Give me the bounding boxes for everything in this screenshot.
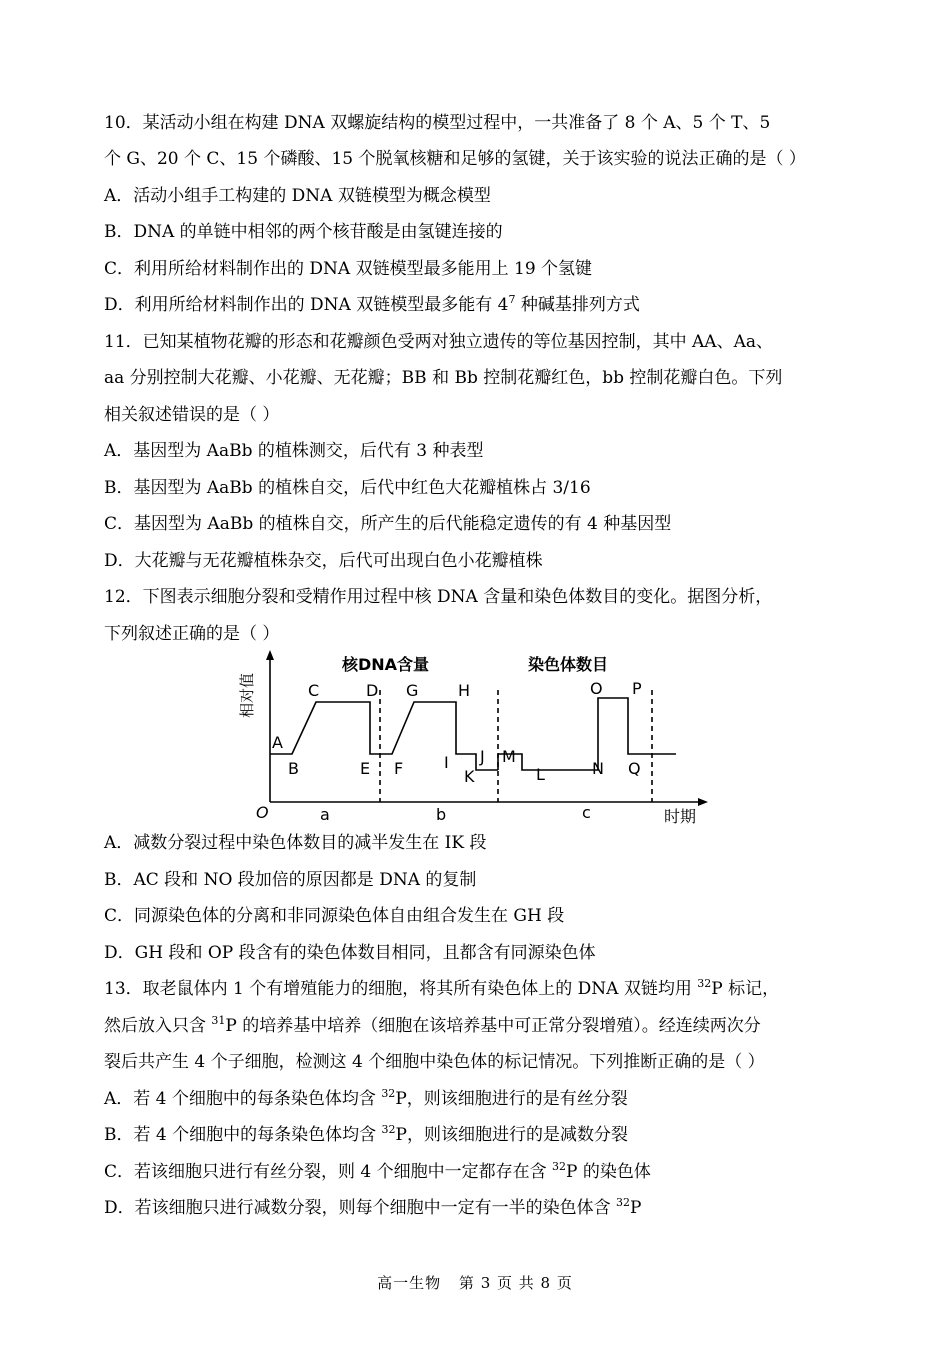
q13-option-d-post: P xyxy=(630,1198,642,1218)
q11-option-a: A．基因型为 AaBb 的植株测交，后代有 3 种表型 xyxy=(104,441,484,461)
footer-subject: 高一生物 xyxy=(377,1274,442,1292)
footer-page-info: 第 3 页 共 8 页 xyxy=(458,1274,573,1292)
q13-option-c xyxy=(104,1160,651,1184)
q13-stem-line1-pre: 13．取老鼠体内 1 个有增殖能力的细胞，将其所有染色体上的 DNA 双链均用 xyxy=(104,979,698,999)
q11-stem-line3: 相关叙述错误的是（ ） xyxy=(104,405,280,425)
title-dna: 核DNA含量 xyxy=(342,655,430,674)
q13-option-a-post: P，则该细胞进行的是有丝分裂 xyxy=(395,1089,628,1109)
q10-option-b: B．DNA 的单链中相邻的两个核苷酸是由氢键连接的 xyxy=(104,222,503,242)
q12-stem-line1: 12．下图表示细胞分裂和受精作用过程中核 DNA 含量和染色体数目的变化。据图分析， xyxy=(104,587,773,607)
q10-option-d-pre: D．利用所给材料制作出的 DNA 双链模型最多能有 4 xyxy=(104,295,509,315)
q13-stem-line2-post: P 的培养基中培养（细胞在该培养基中可正常分裂增殖）。经连续两次分 xyxy=(225,1016,761,1036)
q13-stem-line1 xyxy=(104,977,779,1001)
q13-option-d xyxy=(104,1196,642,1220)
point-label-b: B xyxy=(288,759,299,778)
point-label-p: P xyxy=(632,679,642,698)
q13-option-a-sup: 32 xyxy=(381,1087,396,1100)
chromosome-number-line xyxy=(498,698,676,770)
point-label-f: F xyxy=(394,759,404,778)
y-axis-arrow xyxy=(266,650,274,660)
q10-option-c: C．利用所给材料制作出的 DNA 双链模型最多能用上 19 个氢键 xyxy=(104,259,593,279)
q13-stem-line2-pre: 然后放入只含 xyxy=(104,1016,212,1036)
point-label-q: Q xyxy=(628,759,641,778)
q13-option-c-pre: C．若该细胞只进行有丝分裂，则 4 个细胞中一定都存在含 xyxy=(104,1162,553,1182)
point-label-e: E xyxy=(360,759,371,778)
q12-stem-line2: 下列叙述正确的是（ ） xyxy=(104,624,280,644)
point-label-m: M xyxy=(502,747,516,766)
q10-stem-line2: 个 G、20 个 C、15 个磷酸、15 个脱氧核糖和足够的氢键，关于该实验的说法正确的是（ ） xyxy=(104,149,806,169)
q13-option-d-sup: 32 xyxy=(616,1196,631,1209)
y-axis-label: 相对值 xyxy=(238,672,256,718)
q11-option-b: B．基因型为 AaBb 的植株自交，后代中红色大花瓣植株占 3/16 xyxy=(104,478,591,498)
x-axis-label: 时期 xyxy=(664,807,697,826)
point-label-g: G xyxy=(406,681,419,700)
period-label-c: c xyxy=(582,803,591,822)
q10-option-a: A．活动小组手工构建的 DNA 双链模型为概念模型 xyxy=(104,186,491,206)
page-footer xyxy=(0,1272,950,1293)
point-label-l: L xyxy=(536,765,545,784)
point-label-d: D xyxy=(366,681,379,700)
q10-option-d xyxy=(104,293,640,317)
q11-stem-line1: 11．已知某植物花瓣的形态和花瓣颜色受两对独立遗传的等位基因控制，其中 AA、Aa、 xyxy=(104,332,773,352)
point-label-c: C xyxy=(308,681,320,700)
q12-option-c: C．同源染色体的分离和非同源染色体自由组合发生在 GH 段 xyxy=(104,906,565,926)
point-label-j: J xyxy=(480,747,485,766)
q13-option-b-post: P，则该细胞进行的是减数分裂 xyxy=(395,1125,628,1145)
q13-stem-line2-sup: 31 xyxy=(211,1014,226,1027)
point-label-o: O xyxy=(590,679,603,698)
point-label-h: H xyxy=(458,681,471,700)
dna-chromosome-figure xyxy=(236,650,716,828)
dna-content-line xyxy=(270,702,498,770)
q10-stem-line1: 10．某活动小组在构建 DNA 双螺旋结构的模型过程中，一共准备了 8 个 A、5 个 T、5 xyxy=(104,113,771,133)
q13-stem-line2 xyxy=(104,1014,761,1038)
q13-option-a-pre: A．若 4 个细胞中的每条染色体均含 xyxy=(104,1089,382,1109)
q10-option-d-post: 种碱基排列方式 xyxy=(515,295,640,315)
q13-stem-line3: 裂后共产生 4 个子细胞，检测这 4 个细胞中染色体的标记情况。下列推断正确的是（ ） xyxy=(104,1052,765,1072)
x-axis-arrow xyxy=(698,798,708,806)
q13-option-b-sup: 32 xyxy=(381,1123,396,1136)
period-label-b: b xyxy=(436,805,447,824)
q12-option-d: D．GH 段和 OP 段含有的染色体数目相同，且都含有同源染色体 xyxy=(104,943,596,963)
q12-option-b: B．AC 段和 NO 段加倍的原因都是 DNA 的复制 xyxy=(104,870,477,890)
q13-option-b xyxy=(104,1123,628,1147)
q13-option-a xyxy=(104,1087,628,1111)
q13-option-b-pre: B．若 4 个细胞中的每条染色体均含 xyxy=(104,1125,382,1145)
point-label-i: I xyxy=(444,753,449,772)
point-label-n: N xyxy=(592,759,604,778)
q11-option-d: D．大花瓣与无花瓣植株杂交，后代可出现白色小花瓣植株 xyxy=(104,551,543,571)
q11-option-c: C．基因型为 AaBb 的植株自交，所产生的后代能稳定遗传的有 4 种基因型 xyxy=(104,514,672,534)
period-label-a: a xyxy=(320,805,330,824)
q11-stem-line2: aa 分别控制大花瓣、小花瓣、无花瓣；BB 和 Bb 控制花瓣红色，bb 控制花瓣白色。下列 xyxy=(104,368,783,388)
title-chromosome: 染色体数目 xyxy=(528,655,609,674)
q13-option-d-pre: D．若该细胞只进行减数分裂，则每个细胞中一定有一半的染色体含 xyxy=(104,1198,617,1218)
point-label-k: K xyxy=(464,767,475,786)
origin-label: O xyxy=(256,803,269,822)
q13-option-c-post: P 的染色体 xyxy=(566,1162,651,1182)
q13-option-c-sup: 32 xyxy=(552,1160,567,1173)
q10-option-d-sup: 7 xyxy=(508,293,516,306)
q12-option-a: A．减数分裂过程中染色体数目的减半发生在 IK 段 xyxy=(104,833,487,853)
point-label-a: A xyxy=(272,733,283,752)
q13-stem-line1-sup: 32 xyxy=(697,977,712,990)
q13-stem-line1-post: P 标记， xyxy=(711,979,780,999)
